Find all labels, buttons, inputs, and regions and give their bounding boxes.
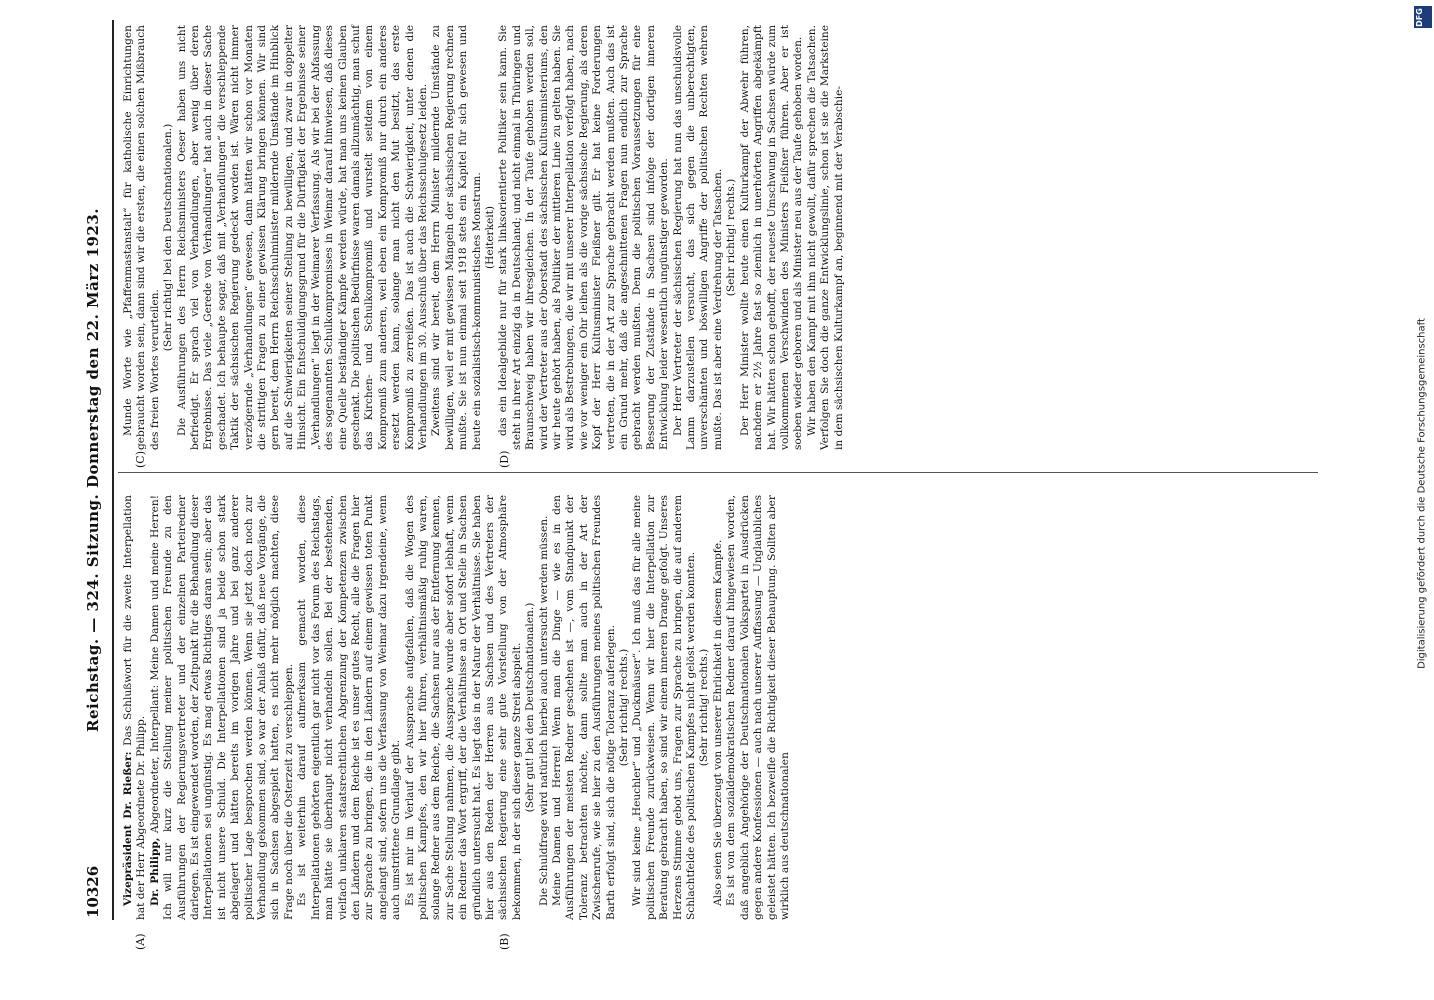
paragraph-text: (Sehr richtig! rechts.) (725, 178, 738, 297)
dfg-logo-text: DFG (1414, 8, 1424, 27)
digitization-credit (1412, 18, 1426, 978)
paragraph (551, 495, 618, 920)
paragraph-text: Es ist weiterhin darauf aufmerksam gemacht worden, diese Interpellationen gehörten eigentlich gar nicht vor das Forum des Reichstags, man hätte sie überhaupt nicht verhandeln sollen. Bei der bestehenden, vielfach unklaren staatsrechtlichen Abgrenzung der Kompetenzen zwischen den Ländern und dem Reiche ist es unser gutes Recht, alle die Fragen hier zur Sprache zu bringen, die in den Ländern auf einem gewissen toten Punkt angelangt sind, sofern uns die Verfassung von Weimar dazu irgendeine, wenn auch umstrittene Grundlage gibt. (296, 495, 403, 920)
paragraph (524, 495, 537, 920)
page-title: Reichstag. — 324. Sitzung. Donnerstag den 22. März 1923. (84, 208, 102, 732)
paragraph (497, 25, 671, 450)
paragraph-text: Es ist von dem sozialdemokratischen Redner darauf hingewiesen worden, daß angeblich Angehörige der Deutschnationalen Volkspartei in Ausdrücken gegen andere Konfessionen — auch nach unserer Auffassung — Unglaubliches geleistet hätten. Ich bezweifle die Richtigkeit dieser Behauptung. Sollten aber wirklich aus deutschnationalen (725, 495, 791, 920)
document-page (78, 20, 1318, 950)
paragraph (698, 495, 711, 920)
paragraph-text: (Sehr gut! bei den Deutschnationalen.) (524, 602, 537, 813)
margin-marker-b: (B) (498, 933, 511, 950)
margin-marker-a: (A) (134, 933, 147, 950)
paragraph (296, 495, 403, 920)
paragraph (149, 495, 296, 920)
left-column (122, 494, 791, 920)
paragraph-text: (Sehr richtig! rechts.) (698, 648, 711, 767)
page-number: 10326 (84, 865, 102, 918)
paragraph (806, 25, 846, 450)
paragraph (122, 495, 149, 920)
paragraph-text: Es ist mir im Verlauf der Aussprache aufgefallen, daß die Wogen des politischen Kampfes, den wir hier führen, verhältnismäßig ruhig waren, solange Redner aus dem Reiche, die Sachsen nur aus der Entfernung kennen, zur Sache Stellung nahmen, die Aussprache wurde aber sofort lebhaft, wenn ein Redner das Wort ergriff, der die Verhältnisse an Ort und Stelle in Sachsen gründlich untersucht hat. Es liegt das in der Natur der Verhältnisse. Sie haben hier aus den Reden der Herren aus Sachsen und des Vertreters der sächsischen Regierung eine sehr gute Vorstellung von der Atmosphäre bekommen, in der sich dieser ganze Streit abspielt. (403, 495, 523, 920)
paragraph-text: das ein Idealgebilde nur für stark linksorientierte Politiker sein kann. Sie steht in ihrer Art einzig da in Deutschland; und nicht einmal in Thüringen und Braunschweig haben wir ihresgleichen. In der Taufe gehoben werden soll, wird der Vertreter aus der Oberstadt des sächsischen Kultusministeriums, den wir heute gehört haben, als Politiker der mittleren Linie zu gelten haben. Sie wird als Bestrebungen, die wir mit unserer Interpellation verfolgt haben, nach wie vor weniger ein Ohr leihen als die vorige sächsische Regierung, als deren Kopf der Herr Kultusminister Fleißner gilt. Er hat keine Forderungen vertreten, die in der Art zur Sprache gebracht werden mußten. Auch das ist ein Grund mehr, daß die angeschnittenen Fragen nun endlich zur Sprache gebracht werden mußten. Denn die politischen Voraussetzungen für eine Besserung der Zustände in Sachsen sind infolge der dortigen inneren Entwicklung leider wesentlich ungünstiger geworden. (497, 25, 671, 450)
page-header (78, 20, 114, 920)
paragraph (430, 25, 484, 450)
margin-marker-d: (D) (498, 450, 511, 468)
paragraph (404, 495, 525, 920)
dfg-logo (1414, 6, 1432, 28)
paragraph-text: Abgeordneter, Interpellant: Meine Damen und meine Herren! Ich will nur kurz die Stellung meiner politischen Freunde zu den Ausführungen der Regierungsvertreter und der einzelnen Parteiredner darlegen. Es ist eingewendet worden, der Zeitpunkt für die Behandlung dieser Interpellationen sei ungünstig. Es mag etwas Richtiges daran sein; aber das ist nicht unsere Schuld. Die Interpellationen sind ja beide schon stark abgelagert und hätten bereits im vorigen Jahre und bei ganz anderer politischer Lage besprochen werden können. Wenn sie jetzt doch noch zur Verhandlung gekommen sind, so war der Anlaß dafür, daß neue Vorgänge, die sich in Sachsen abgespielt hatten, es nicht mehr möglich machten, diese Frage noch über die Osterzeit zu verschleppen. (148, 495, 295, 920)
paragraph-text: Die Ausführungen des Herrn Reichsministers Oeser haben uns nicht befriedigt. Er sprach viel von Verhandlungen, aber wenig über deren Ergebnisse. Das viele „Gerede von Verhandlungen“ hat auch in dieser Sache geschadet. Ich behaupte sogar, daß mit „Verhandlungen“ die verschleppende Taktik der sächsischen Regierung gedeckt worden ist. Wären nicht immer verzögernde „Verhandlungen“ gewesen, dann hätten wir schon vor Monaten die strittigen Fragen zu einer gewissen Klärung bringen können. Wir sind gern bereit, dem Herrn Reichsschulminister mildernde Umstände im Hinblick auf die Schwierigkeiten seiner Stellung zu bewilligen, und zwar in doppelter Hinsicht. Ein Entschuldigungsgrund für die Dürftigkeit der Ergebnisse seiner „Verhandlungen“ liegt in der Weimarer Verfassung. Als wir bei der Abfassung des sogenannten Schulkompromisses in Weimar darauf hinwiesen, daß dieses eine Quelle beständiger Kämpfe werden würde, hat man uns keinen Glauben geschenkt. Die politischen Bedürfnisse waren damals allzumächtig, man schuf das Kirchen- und Schulkompromiß und wurstelt seitdem von einem Kompromiß zum anderen, weil eben ein Kompromiß nur durch ein anderes ersetzt werden kann, solange man nicht den Mut besitzt, das erste Kompromiß zu zerreißen. Das ist auch die Schwierigkeit, unter denen die Verhandlungen im 30. Ausschuß über das Reichsschulgesetz leiden. (175, 25, 429, 450)
paragraph-text: (Sehr richtig! rechts.) (618, 648, 631, 767)
paragraph-text: Der Herr Vertreter der sächsischen Regierung hat nun das unschuldsvolle Lamm darzustellen versucht, das sich gegen die unberechtigten, unverschämten und böswilligen Angriffe der politischen Rechten wehren mußte. Das ist aber eine Verdrehung der Tatsachen. (671, 25, 724, 450)
paragraph (672, 25, 726, 450)
right-column (122, 25, 845, 450)
speaker-name: Vizepräsident Dr. Rießer: (122, 751, 134, 906)
paragraph (725, 495, 792, 920)
paragraph (631, 495, 698, 920)
paragraph-text: Wir sind keine „Heuchler“ und „Duckmäuser“. Ich muß das für alle meine politischen Freunde zurückweisen. Wenn wir hier die Interpellation zur Beratung gebracht haben, so sind wir einem inneren Drange gefolgt. Unseres Herzens Stimme gebot uns, Fragen zur Sprache zu bringen, die auf anderem Schlachtfelde des politischen Kampfes nicht gelöst werden konnten. (631, 495, 698, 920)
paragraph-text: Die Schuldfrage wird natürlich hierbei auch untersucht werden müssen. (537, 515, 550, 906)
paragraph-text: (Sehr richtig! bei den Deutschnationalen.) (162, 123, 175, 352)
paragraph (538, 495, 551, 920)
paragraph (712, 495, 725, 920)
column-divider (118, 472, 1318, 473)
paragraph-text: Also seien Sie überzeugt von unserer Ehrlichkeit in diesem Kampfe. (711, 539, 724, 906)
paragraph (122, 25, 162, 450)
paragraph-text: Zweitens sind wir bereit, dem Herrn Minister mildernde Umstände zu bewilligen, weil er mit gewissen Mängeln der sächsischen Regierung rechnen mußte. Sie ist nun einmal seit 1918 stets ein Kapitel für sich gewesen und heute ein sozialistisch-kommunistisches Monstrum. (430, 25, 483, 450)
margin-marker-c: (C) (134, 451, 147, 468)
paragraph (162, 25, 175, 450)
paragraph (739, 25, 806, 450)
speaker-name: Dr. Philipp, (148, 837, 161, 906)
paragraph-text: Der Herr Minister wollte heute einen Kulturkampf der Abwehr führen, nachdem er 2½ Jahre fast so ziemlich in unerhörten Angriffen abgekämpft hat. Wir hätten schon gehofft, der neueste Umschwung in Sachsen würde zum vollkommenen Verschwinden des Ministers Fleißner führen. Aber er ist soeben wieder geboren und als Minister neu aus der Taufe gehoben worden. (738, 25, 805, 450)
paragraph (618, 495, 631, 920)
paragraph (176, 25, 431, 450)
paragraph-text: (Heiterkeit) (483, 205, 496, 270)
paragraph-text: Das Schlußwort für die zweite Interpellation hat der Herr Abgeordnete Dr. Philipp. (122, 494, 148, 920)
digitization-credit-text: Digitalisierung gefördert durch die Deutsche Forschungsgemeinschaft (1416, 318, 1428, 669)
paragraph (484, 25, 497, 450)
paragraph-text: Meine Damen und Herren! Wenn man die Dinge — wie es in den Ausführungen der meisten Redner geschehen ist —, vom Standpunkt der Toleranz betrachten möchte, dann sollte man auch in der Art der Zwischenrufe, wie sie hier zu den Ausführungen meines politischen Freundes Barth erfolgt sind, sich die nötige Toleranz auferlegen. (551, 495, 617, 920)
paragraph-text: Wir haben den Kampf mit ihm nicht gewollt, dafür sprechen die Tatsachen. Verfolgen Sie doch die ganze Entwicklungslinie, schon ist sie die Marksteine in dem sächsischen Kulturkampf an, beginnend mit der Verabschie- (805, 25, 845, 450)
paragraph (725, 25, 738, 450)
paragraph-text: Munde Worte wie „Pfaffenmastanstalt“ für katholische Einrichtungen gebraucht worden sein, dann sind wir die ersten, die einen solchen Mißbrauch des freien Wortes verurteilen. (122, 25, 161, 450)
